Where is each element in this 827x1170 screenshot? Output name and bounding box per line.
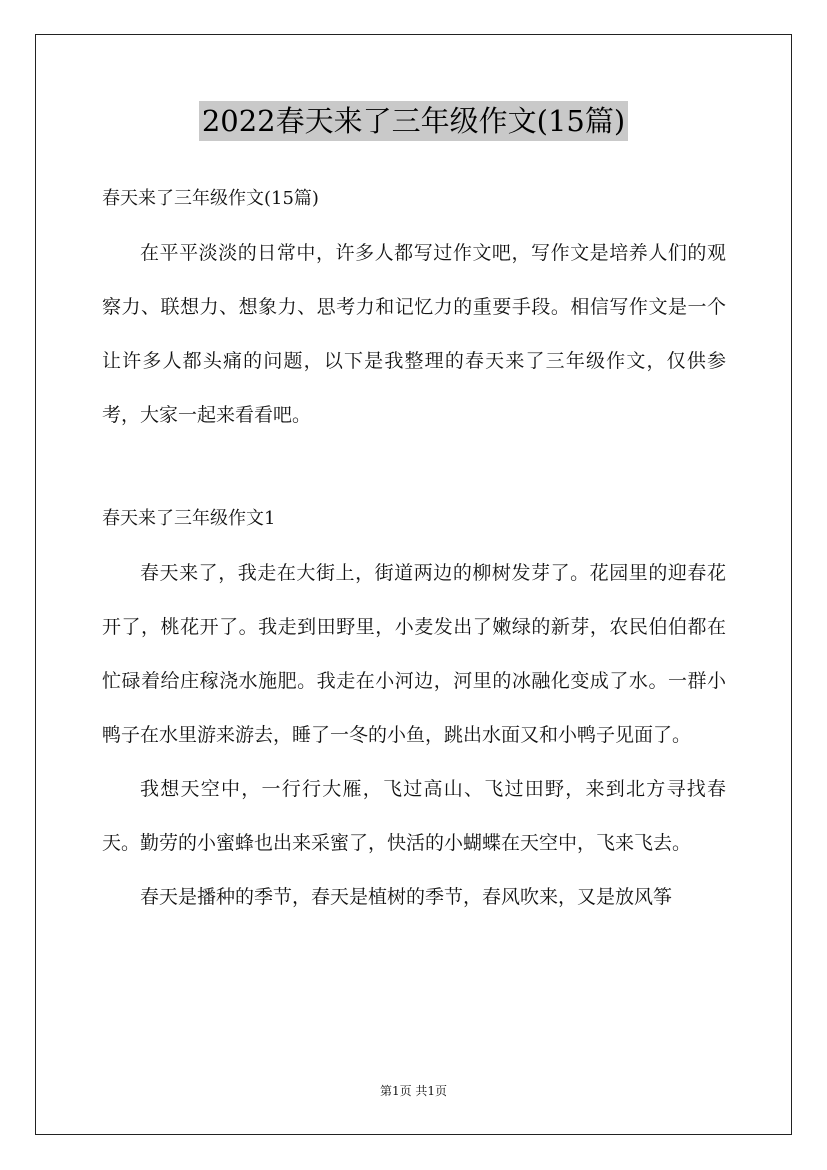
document-body — [102, 172, 726, 924]
body-paragraph: 我想天空中，一行行大雁，飞过高山、飞过田野，来到北方寻找春天。勤劳的小蜜蜂也出来采蜜了，快活的小蝴蝶在天空中，飞来飞去。 — [102, 778, 726, 854]
page-number: 第1页 共1页 — [379, 1084, 448, 1098]
body-paragraph: 春天是播种的季节，春天是植树的季节，春风吹来，又是放风筝 — [140, 886, 673, 908]
document-subtitle: 春天来了三年级作文(15篇) — [102, 188, 319, 209]
page-footer — [0, 1082, 827, 1099]
document-title — [0, 101, 827, 141]
document-title-text: 2022春天来了三年级作文(15篇) — [199, 101, 628, 141]
section-gap — [102, 442, 726, 492]
intro-paragraph: 在平平淡淡的日常中，许多人都写过作文吧，写作文是培养人们的观察力、联想力、想象力、思考力和记忆力的重要手段。相信写作文是一个让许多人都头痛的问题，以下是我整理的春天来了三年级作文，仅供参考，大家一起来看看吧。 — [102, 242, 726, 426]
body-paragraph: 春天来了，我走在大街上，街道两边的柳树发芽了。花园里的迎春花开了，桃花开了。我走到田野里，小麦发出了嫩绿的新芽，农民伯伯都在忙碌着给庄稼浇水施肥。我走在小河边，河里的冰融化变成了水。一群小鸭子在水里游来游去，睡了一冬的小鱼，跳出水面又和小鸭子见面了。 — [102, 562, 726, 746]
section-heading: 春天来了三年级作文1 — [102, 508, 276, 529]
